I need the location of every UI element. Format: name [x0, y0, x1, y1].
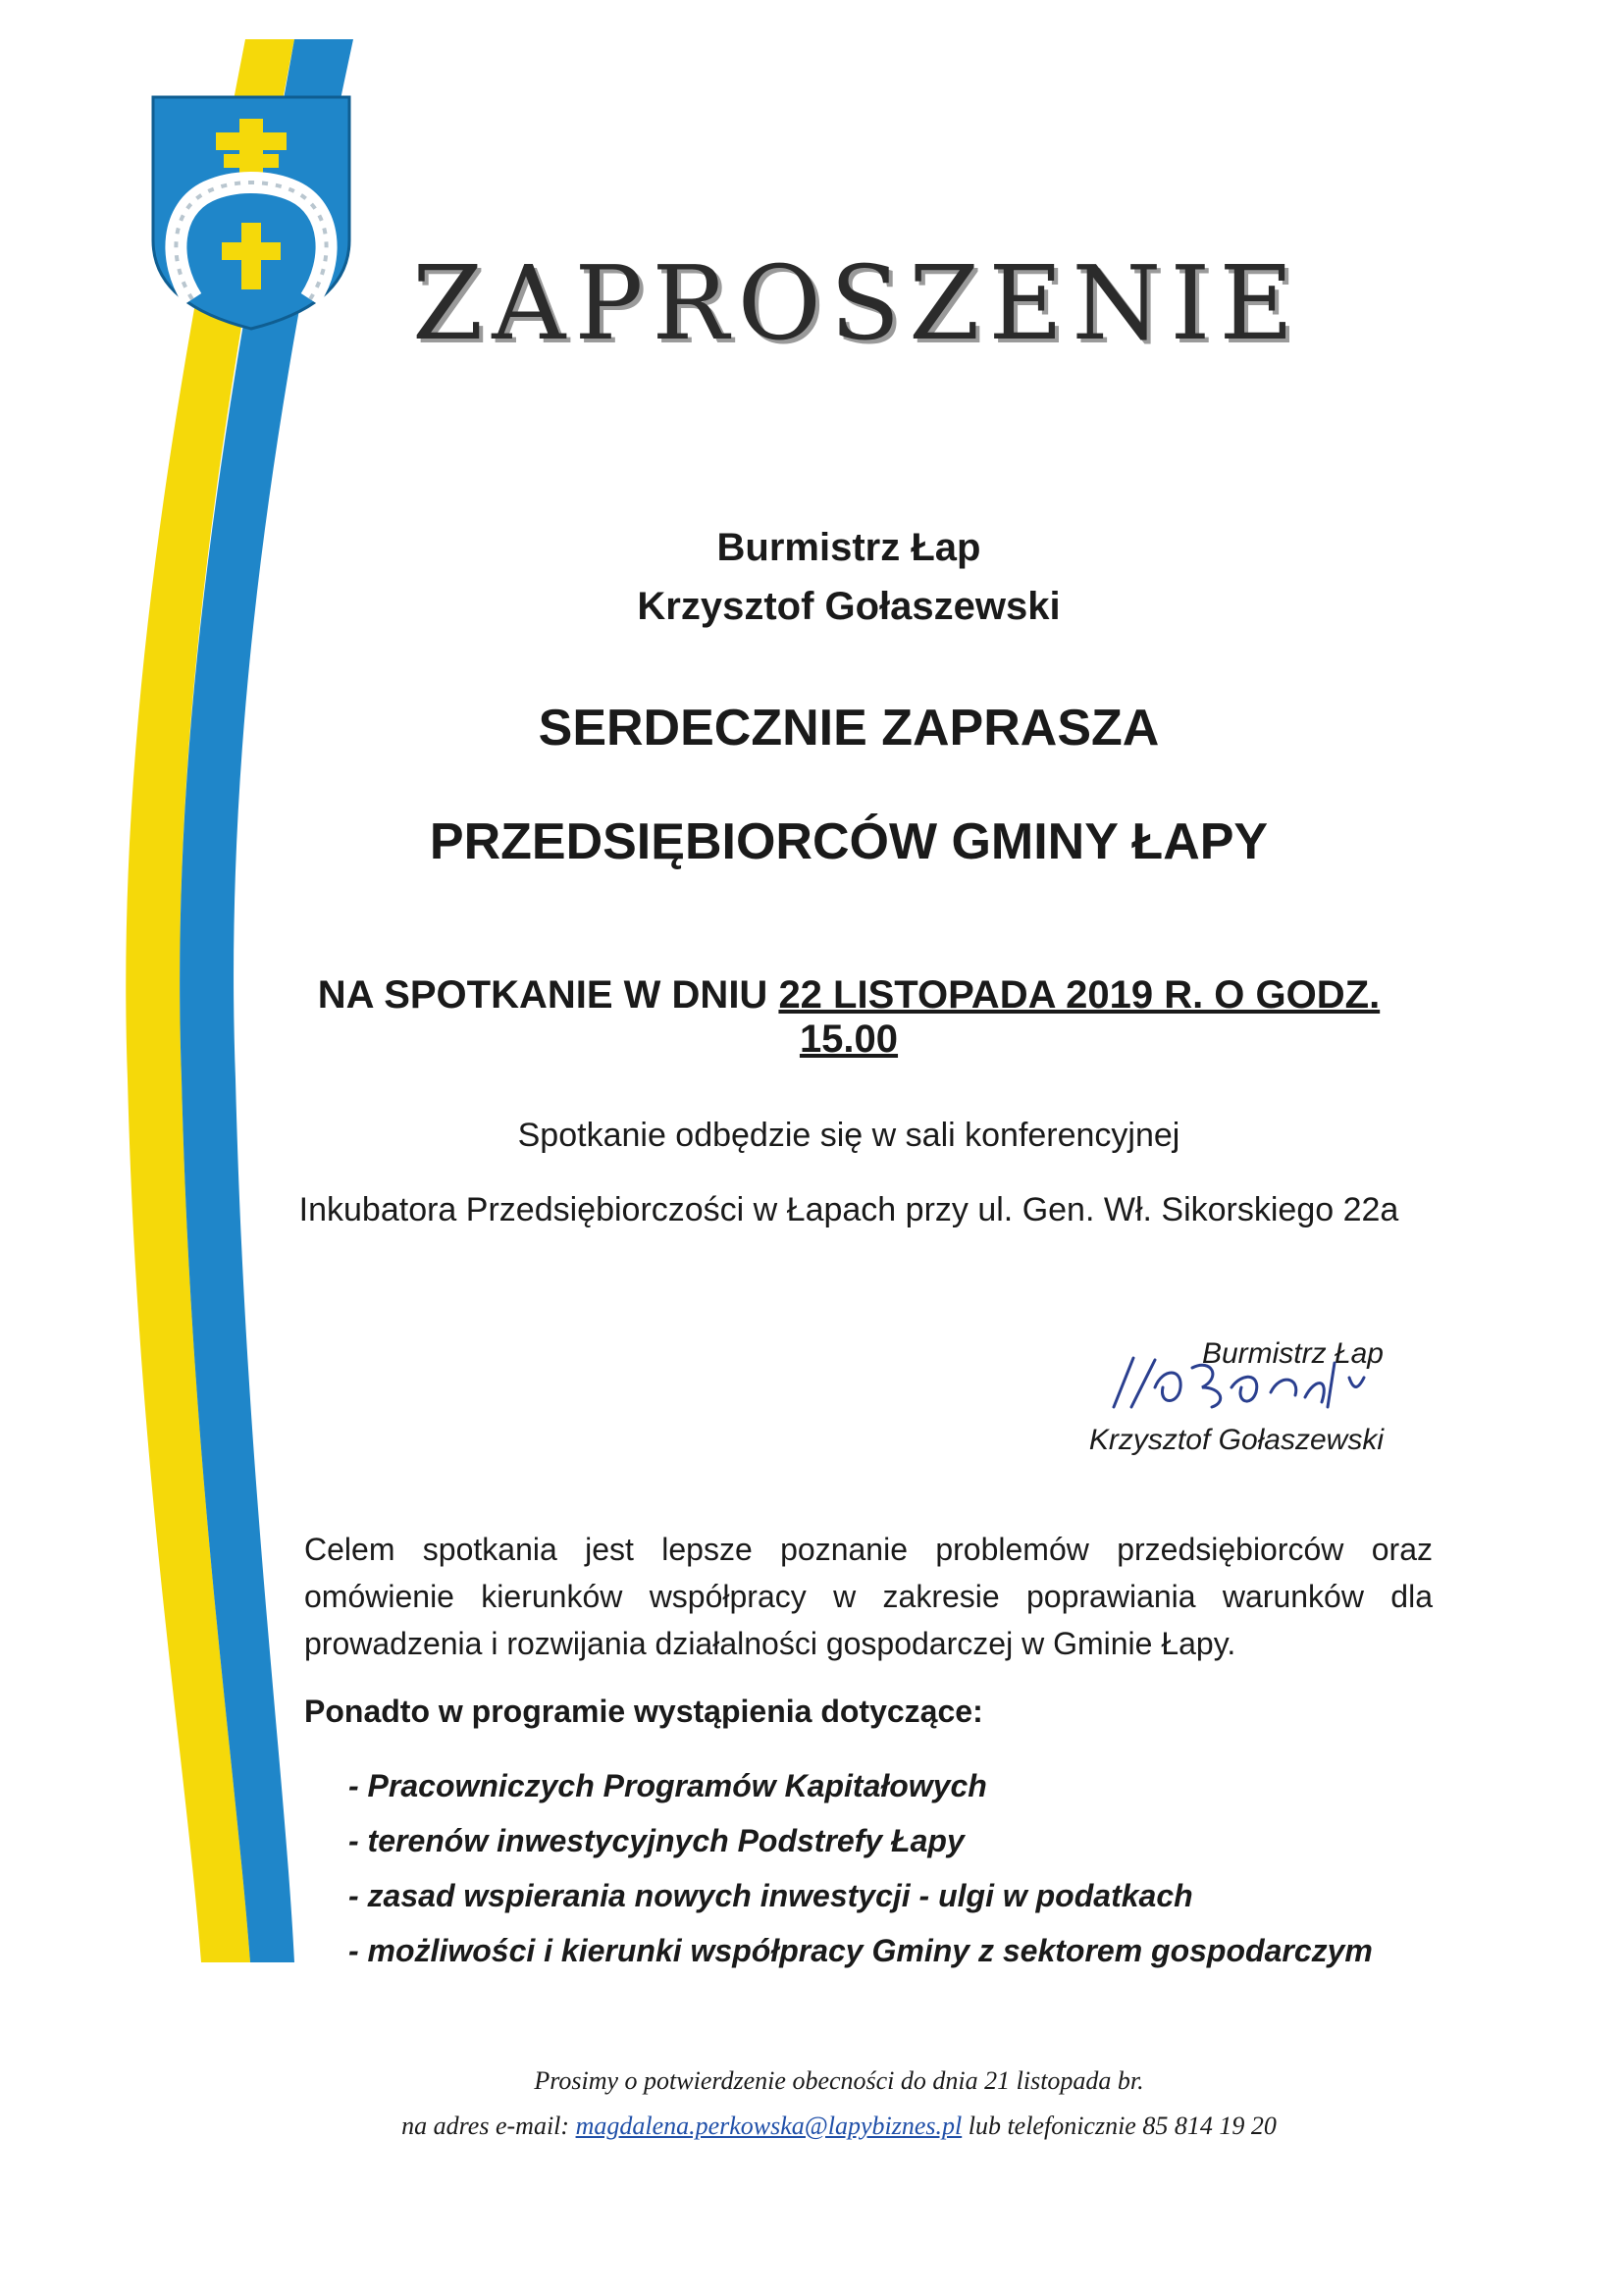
- meeting-prefix: NA SPOTKANIE W DNIU: [317, 973, 779, 1017]
- host-block: [285, 518, 1413, 636]
- purpose-paragraph: Celem spotkania jest lepsze poznanie problemów przedsiębiorców oraz omówienie kierunków współpracy w zakresie poprawiania warunków dla prowadzenia i rozwijania działalności gospodarczej w Gminie Łapy.: [304, 1532, 1433, 1661]
- list-item: - Pracowniczych Programów Kapitałowych: [348, 1768, 987, 1803]
- meeting-date: [285, 973, 1413, 1062]
- footer-phone: lub telefonicznie 85 814 19 20: [962, 2112, 1277, 2140]
- handwritten-signature: [1104, 1348, 1388, 1427]
- host-role: Burmistrz Łap: [716, 526, 981, 569]
- meeting-date-time: 22 LISTOPADA 2019 R. O GODZ. 15.00: [778, 973, 1381, 1061]
- host-name: Krzysztof Gołaszewski: [637, 585, 1061, 628]
- headline-line-1: SERDECZNIE ZAPRASZA: [538, 700, 1160, 757]
- coat-of-arms-icon: [149, 93, 353, 333]
- program-list: [348, 1758, 1373, 1978]
- headline-line-2: PRZEDSIĘBIORCÓW GMINY ŁAPY: [429, 813, 1269, 870]
- program-heading: Ponadto w programie wystąpienia dotyczące:: [304, 1694, 983, 1729]
- footer-note: [275, 2059, 1403, 2149]
- signature-role: Burmistrz Łap: [1201, 1337, 1384, 1370]
- venue-line-1: Spotkanie odbędzie się w sali konferencyjnej: [517, 1117, 1180, 1154]
- document-title: ZAPROSZENIE: [412, 243, 1303, 363]
- footer-line-2: [275, 2104, 1403, 2149]
- venue-line-2: Inkubatora Przedsiębiorczości w Łapach przy ul. Gen. Wł. Sikorskiego 22a: [298, 1191, 1399, 1228]
- signature-name: Krzysztof Gołaszewski: [1088, 1424, 1384, 1456]
- list-item: - zasad wspierania nowych inwestycji - ulgi w podatkach: [348, 1878, 1193, 1913]
- email-link[interactable]: magdalena.perkowska@lapybiznes.pl: [575, 2112, 963, 2140]
- footer-line-1: Prosimy o potwierdzenie obecności do dnia 21 listopada br.: [534, 2066, 1144, 2095]
- footer-email-prefix: na adres e-mail:: [401, 2112, 576, 2140]
- list-item: - możliwości i kierunki współpracy Gminy z sektorem gospodarczym: [348, 1933, 1373, 1968]
- list-item: - terenów inwestycyjnych Podstrefy Łapy: [348, 1823, 965, 1858]
